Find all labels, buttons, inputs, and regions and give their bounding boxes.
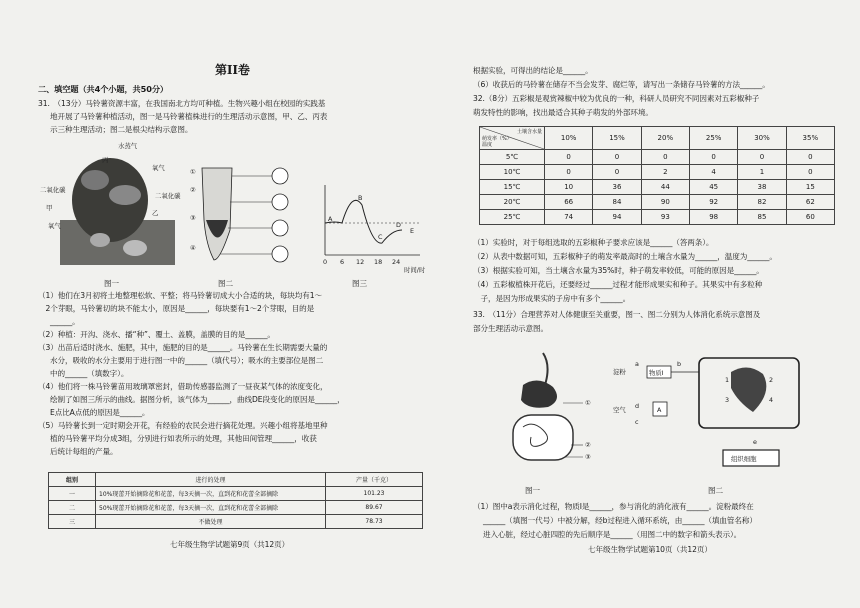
leaf bbox=[81, 170, 109, 190]
rate-cell: 10 bbox=[545, 180, 593, 195]
rate-cell: 36 bbox=[593, 180, 641, 195]
q31-sub1-line-1: （1）他们在3月初将土地整理松软、平整；将马铃薯切成大小合适的块，每块均有1～ bbox=[38, 291, 322, 300]
rate-cell: 0 bbox=[641, 150, 689, 165]
yield-cell: 89.67 bbox=[326, 501, 423, 515]
q31-sub1-line-2: 2个芽眼，马铃薯切的块不能太小，原因是______，每块要有1～2个芽眼，目的是 bbox=[38, 304, 315, 313]
q31-sub5-line-1: （5）马铃薯长到一定时期会开花，有经验的农民会进行摘花处理。兴趣小组将基地里种 bbox=[38, 421, 328, 430]
label-organ-a: A bbox=[657, 406, 662, 414]
concentration-curve bbox=[325, 200, 402, 243]
treatment-cell: 不做处理 bbox=[96, 515, 326, 529]
temp-cell: 5℃ bbox=[480, 150, 545, 165]
root-outline bbox=[202, 168, 232, 260]
col-15: 15% bbox=[593, 127, 641, 150]
point-b: B bbox=[358, 194, 363, 202]
rate-cell: 0 bbox=[545, 165, 593, 180]
q32-sub1: （1）实验时，对于每组选取的五彩椒种子要求应该是______（答两条）。 bbox=[473, 238, 714, 247]
cell-view-3 bbox=[272, 220, 288, 236]
rate-cell: 92 bbox=[689, 195, 737, 210]
large-intestine bbox=[513, 415, 573, 460]
page-10 bbox=[463, 0, 848, 608]
corner-rate: 萌发率（%） bbox=[482, 136, 512, 142]
digest-label-2: ② bbox=[585, 441, 591, 449]
table-row bbox=[480, 210, 835, 225]
rate-cell: 94 bbox=[593, 210, 641, 225]
col-35: 35% bbox=[786, 127, 834, 150]
page-9-footer: 七年级生物学试题第9页（共12页） bbox=[170, 540, 290, 549]
volume-title: 第II卷 bbox=[215, 63, 250, 77]
point-a: A bbox=[328, 215, 333, 223]
root-label-3: ③ bbox=[190, 214, 196, 222]
label-o2-b: 氧气 bbox=[152, 164, 165, 172]
header-group: 组别 bbox=[49, 473, 96, 487]
temp-cell: 25℃ bbox=[480, 210, 545, 225]
figure-digestive-caption: 图一 bbox=[525, 486, 540, 495]
col-25: 25% bbox=[689, 127, 737, 150]
rate-cell: 4 bbox=[689, 165, 737, 180]
page-9 bbox=[30, 0, 430, 608]
label-d: d bbox=[635, 402, 640, 410]
rate-cell: 0 bbox=[689, 150, 737, 165]
rate-cell: 38 bbox=[738, 180, 786, 195]
cell-view-1 bbox=[272, 168, 288, 184]
q31-sub2: （2）种植：开沟、浇水、播“种”、覆土、盖膜，盖膜的目的是______。 bbox=[38, 330, 275, 339]
label-starch: 淀粉 bbox=[613, 368, 626, 376]
esophagus bbox=[543, 353, 548, 385]
heart-chamber-4: 4 bbox=[769, 396, 774, 404]
rate-cell: 66 bbox=[545, 195, 593, 210]
q33-intro-line-1: 33. （11分）合理营养对人体健康至关重要，图一、图二分别为人体消化系统示意图及 bbox=[473, 310, 761, 319]
label-c: c bbox=[635, 418, 639, 426]
table-row bbox=[480, 150, 835, 165]
heart-chamber-3: 3 bbox=[725, 396, 730, 404]
rate-cell: 74 bbox=[545, 210, 593, 225]
label-substance-i: 物质I bbox=[649, 369, 664, 377]
temp-cell: 10℃ bbox=[480, 165, 545, 180]
digest-label-1: ① bbox=[585, 399, 591, 407]
q31-intro-line-3: 示三种生理活动；图二是根尖结构示意图。 bbox=[50, 125, 193, 134]
cell-view-4 bbox=[272, 246, 288, 262]
treatment-cell: 10%现蕾开始摘除花和花蕾，每3天摘一次，直到花和花蕾全部摘除 bbox=[96, 487, 326, 501]
rate-cell: 0 bbox=[545, 150, 593, 165]
heart-chamber-1: 1 bbox=[725, 376, 730, 384]
heart-chamber-2: 2 bbox=[769, 376, 774, 384]
table-row bbox=[480, 180, 835, 195]
point-e: E bbox=[410, 227, 415, 235]
rate-cell: 82 bbox=[738, 195, 786, 210]
rate-cell: 85 bbox=[738, 210, 786, 225]
page-10-footer: 七年级生物学试题第10页（共12页） bbox=[588, 545, 712, 554]
germination-table bbox=[479, 126, 835, 225]
section-heading: 二、填空题（共4个小题，共50分） bbox=[38, 84, 169, 94]
rate-cell: 0 bbox=[593, 150, 641, 165]
label-tissue-cell: 组织细胞 bbox=[731, 455, 757, 463]
rate-cell: 45 bbox=[689, 180, 737, 195]
liver-stomach bbox=[521, 380, 557, 407]
label-a: a bbox=[635, 360, 639, 368]
q31-sub3-line-3: 中的______（填数字）。 bbox=[50, 369, 129, 378]
q31-sub1-line-3: ______。 bbox=[50, 317, 80, 326]
temp-cell: 15℃ bbox=[480, 180, 545, 195]
q31-sub3-line-1: （3）出苗后适时浇水、施肥，其中，施肥的目的是______。马铃薯在生长期需要大量的 bbox=[38, 343, 328, 352]
treatment-cell: 50%现蕾开始摘除花和花蕾，每3天摘一次，直到花和花蕾全部摘除 bbox=[96, 501, 326, 515]
rate-cell: 62 bbox=[786, 195, 834, 210]
label-jia: 甲 bbox=[46, 204, 53, 212]
yield-cell: 78.73 bbox=[326, 515, 423, 529]
rate-cell: 15 bbox=[786, 180, 834, 195]
q31-intro-line-1: 31. （13分）马铃薯资源丰富，在我国南北方均可种植。生物兴趣小组在校园的实践基 bbox=[38, 99, 326, 108]
tuber bbox=[90, 233, 110, 247]
x-tick-24: 24 bbox=[392, 258, 401, 266]
table-row bbox=[480, 165, 835, 180]
rate-cell: 0 bbox=[786, 165, 834, 180]
x-tick-6: 6 bbox=[340, 258, 345, 266]
header-treatment: 进行的处理 bbox=[96, 473, 326, 487]
q31-intro-line-2: 地开展了马铃薯种植活动，图一是马铃薯植株进行的生理活动示意图，甲、乙、丙表 bbox=[50, 112, 328, 121]
conclusion-line: 根据实验，可得出的结论是______。 bbox=[473, 66, 593, 75]
x-tick-12: 12 bbox=[356, 258, 365, 266]
q32-intro-line-1: 32.（8分）五彩椒是观赏辣椒中较为优良的一种，科研人员研究不同因素对五彩椒种子 bbox=[473, 94, 760, 103]
yield-table bbox=[48, 472, 423, 529]
figure-digestive-system bbox=[483, 345, 603, 480]
q32-sub4-line-1: （4）五彩椒植株开花后，还要经过______过程才能形成果实和种子。其果实中有多粒种 bbox=[473, 280, 763, 289]
figure-physiology bbox=[613, 352, 803, 480]
rate-cell: 0 bbox=[786, 150, 834, 165]
q33-sub1-line-3: 进入心脏，经过心脏四腔的先后顺序是______（用图二中的数字和箭头表示）。 bbox=[483, 530, 742, 539]
figure-physiology-caption: 图二 bbox=[708, 486, 723, 495]
germ-header-row bbox=[480, 127, 835, 150]
leaf bbox=[109, 185, 141, 205]
q33-sub1-line-1: （1）图中a表示消化过程，物质I是______，参与消化的消化液有______。淀粉最终在 bbox=[473, 502, 754, 511]
q31-sub4-line-2: 绘制了如图三所示的曲线。据图分析，该气体为______，曲线DE段变化的原因是______， bbox=[50, 395, 345, 404]
corner-moisture: 土壤含水量 bbox=[516, 129, 542, 135]
corner-temp: 温度 bbox=[482, 142, 493, 148]
point-c: C bbox=[378, 233, 383, 241]
figure-3-caption: 图三 bbox=[352, 279, 367, 288]
root-label-4: ④ bbox=[190, 244, 196, 252]
group-cell: 三 bbox=[49, 515, 96, 529]
rate-cell: 98 bbox=[689, 210, 737, 225]
label-e: e bbox=[753, 438, 757, 446]
label-b: b bbox=[677, 360, 682, 368]
label-co2-b: 二氧化碳 bbox=[155, 192, 181, 200]
q31-sub6: （6）收获后的马铃薯在储存不当会发芽、腐烂等，请写出一条储存马铃薯的方法______。 bbox=[473, 80, 770, 89]
label-yi: 乙 bbox=[152, 209, 159, 217]
root-label-1: ① bbox=[190, 168, 196, 176]
root-label-2: ② bbox=[190, 186, 196, 194]
table-header-row bbox=[49, 473, 423, 487]
q31-sub3-line-2: 水分，吸收的水分主要用于进行图一中的______（填代号）；吸水的主要部位是图二 bbox=[50, 356, 324, 365]
q33-sub1-line-2: ______（填图一代号）中被分解，经b过程进入循环系统，由______（填血管名称） bbox=[483, 516, 757, 525]
q32-intro-line-2: 萌发特性的影响，找出最适合其种子萌发的外部环境。 bbox=[473, 108, 653, 117]
label-o2-a: 氧气 bbox=[48, 222, 61, 230]
rate-cell: 2 bbox=[641, 165, 689, 180]
rate-cell: 1 bbox=[738, 165, 786, 180]
figure-2-caption: 图二 bbox=[218, 279, 233, 288]
header-yield: 产量（千克） bbox=[326, 473, 423, 487]
figure-2-root-tip bbox=[190, 160, 320, 270]
rate-cell: 0 bbox=[593, 165, 641, 180]
figure-1-caption: 图一 bbox=[104, 279, 119, 288]
x-tick-0: 0 bbox=[323, 258, 328, 266]
table-row bbox=[49, 487, 423, 501]
col-30: 30% bbox=[738, 127, 786, 150]
figure-1-potato-plant bbox=[40, 140, 180, 275]
table-row bbox=[49, 515, 423, 529]
x-axis-label: 时间/时 bbox=[404, 266, 426, 274]
col-10: 10% bbox=[545, 127, 593, 150]
group-cell: 二 bbox=[49, 501, 96, 515]
q31-sub4-line-1: （4）他们将一株马铃薯苗用玻璃罩密封，借助传感器监测了一昼夜某气体的浓度变化， bbox=[38, 382, 328, 391]
corner-cell bbox=[480, 127, 545, 150]
digest-label-3: ③ bbox=[585, 453, 591, 461]
temp-cell: 20℃ bbox=[480, 195, 545, 210]
cell-view-2 bbox=[272, 194, 288, 210]
tuber bbox=[123, 240, 147, 256]
q33-intro-line-2: 部分生理活动示意图。 bbox=[473, 324, 548, 333]
rate-cell: 90 bbox=[641, 195, 689, 210]
table-row bbox=[49, 501, 423, 515]
point-d: D bbox=[396, 221, 401, 229]
group-cell: 一 bbox=[49, 487, 96, 501]
q32-sub4-line-2: 子，是因为形成果实的子房中有多个______。 bbox=[473, 294, 631, 303]
rate-cell: 60 bbox=[786, 210, 834, 225]
q32-sub2: （2）从表中数据可知，五彩椒种子的萌发率最高时的土壤含水量为______，温度为______。 bbox=[473, 252, 777, 261]
label-vapor: 水蒸气 bbox=[118, 142, 138, 150]
rate-cell: 0 bbox=[738, 150, 786, 165]
q31-sub5-line-2: 植的马铃薯平均分成3组，分别进行如表所示的处理，其他田间管理______，收获 bbox=[50, 434, 317, 443]
col-20: 20% bbox=[641, 127, 689, 150]
heart bbox=[731, 367, 766, 412]
rate-cell: 93 bbox=[641, 210, 689, 225]
figure-3-gas-curve bbox=[320, 185, 430, 274]
rate-cell: 84 bbox=[593, 195, 641, 210]
x-tick-18: 18 bbox=[374, 258, 383, 266]
label-co2-a: 二氧化碳 bbox=[40, 186, 66, 194]
q31-sub4-line-3: E点比A点低的原因是______。 bbox=[50, 408, 150, 417]
yield-cell: 101.23 bbox=[326, 487, 423, 501]
table-row bbox=[480, 195, 835, 210]
label-bing: 丙 bbox=[102, 156, 109, 164]
label-air: 空气 bbox=[613, 406, 626, 414]
rate-cell: 44 bbox=[641, 180, 689, 195]
q31-sub5-line-3: 后统计每组的产量。 bbox=[50, 447, 118, 456]
q32-sub3: （3）根据实验可知，当土壤含水量为35%时，种子萌发率较低，可能的原因是______。 bbox=[473, 266, 764, 275]
